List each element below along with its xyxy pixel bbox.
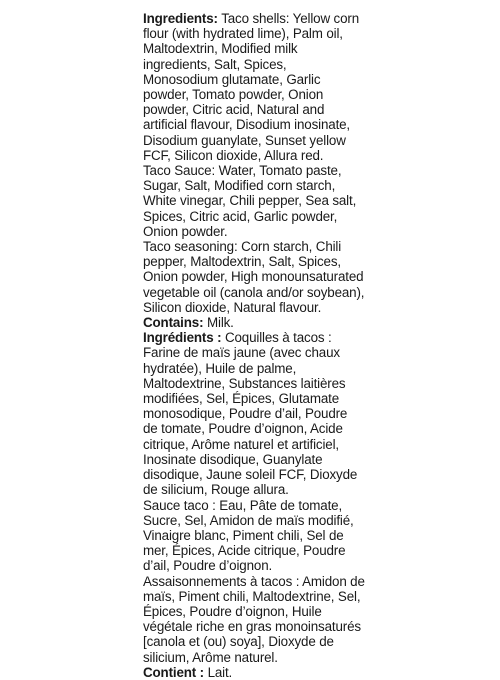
french-ingredients-paragraph — [143, 330, 365, 497]
english-taco-seasoning-paragraph — [143, 239, 365, 315]
english-taco-seasoning-text: Taco seasoning: Corn starch, Chili pepper, Maltodextrin, Salt, Spices, Onion powder, High monounsaturated vegetable oil (canola and/or soybean), Silicon dioxide, Natural flavour. — [143, 239, 365, 315]
english-ingredients-label: Ingredients: — [143, 11, 218, 26]
french-assaisonnements-paragraph — [143, 574, 365, 665]
english-contains-paragraph — [143, 315, 365, 330]
french-assaisonnements-text: Assaisonnements à tacos : Amidon de maïs, Piment chili, Maltodextrine, Sel, Épices, Poudre d’oignon, Huile végétale riche en gras monoinsaturés [canola et (ou) soya], Dioxyde de silicium, Arôme naturel. — [143, 573, 365, 665]
french-contains-paragraph — [143, 665, 365, 680]
french-contains-label: Contient : — [143, 664, 204, 680]
french-sauce-paragraph — [143, 498, 365, 574]
ingredients-panel — [143, 11, 365, 680]
french-ingredients-label: Ingrédients : — [143, 330, 222, 346]
english-taco-sauce-paragraph — [143, 163, 365, 239]
english-ingredients-paragraph — [143, 11, 365, 163]
english-taco-sauce-text: Taco Sauce: Water, Tomato paste, Sugar, Salt, Modified corn starch, White vinegar, Chili pepper, Sea salt, Spices, Citric acid, Garlic powder, Onion powder. — [143, 163, 357, 239]
french-coquilles-text: Coquilles à tacos : Farine de maïs jaune (avec chaux hydratée), Huile de palme, Maltodextrine, Substances laitières modifiées, Sel, Épices, Glutamate monosodique, Poudre d’ail, Poudre de tomate, Poudre d’oignon, Acide citrique, Arôme naturel et artificiel, Inosinate disodique, Guanylate disodique, Jaune soleil FCF, Dioxyde de silicium, Rouge allura. — [143, 330, 358, 498]
french-contains-value: Lait. — [207, 664, 233, 680]
french-sauce-text: Sauce taco : Eau, Pâte de tomate, Sucre, Sel, Amidon de maïs modifié, Vinaigre blanc, Piment chili, Sel de mer, Épices, Acide citrique, Poudre d’ail, Poudre d’oignon. — [143, 497, 354, 574]
english-taco-shells-text: Taco shells: Yellow corn flour (with hydrated lime), Palm oil, Maltodextrin, Modified milk ingredients, Salt, Spices, Monosodium glutamate, Garlic powder, Tomato powder, Onion powder, Citric acid, Natural and artificial flavour, Disodium inosinate, Disodium guanylate, Sunset yellow FCF, Silicon dioxide, Allura red. — [143, 11, 360, 163]
english-contains-value: Milk. — [206, 315, 234, 331]
english-contains-label: Contains: — [143, 315, 204, 331]
